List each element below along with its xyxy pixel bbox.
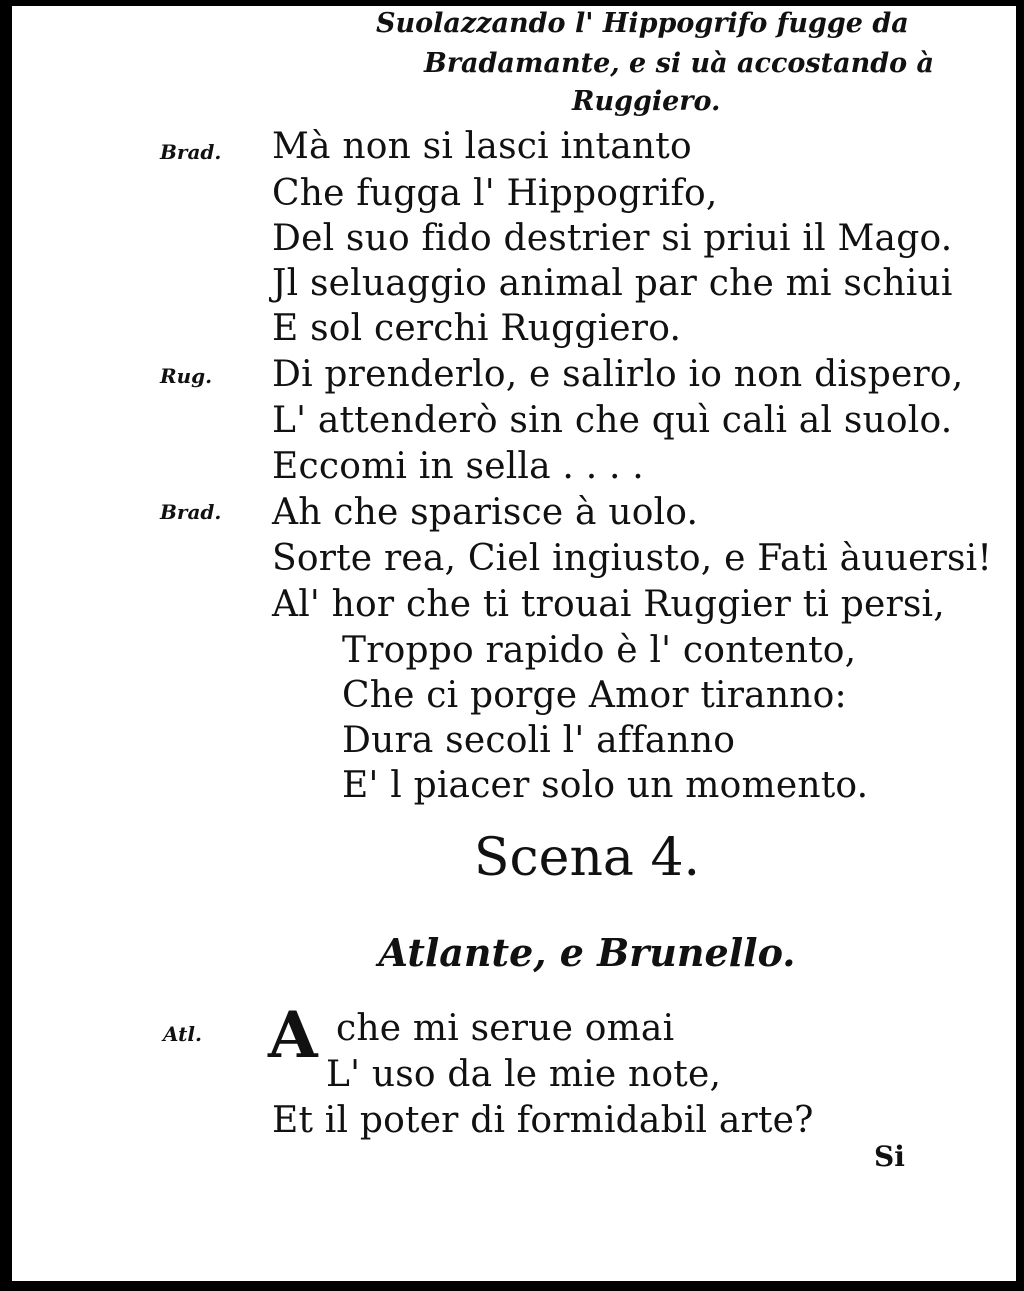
verse-line: Di prenderlo, e salirlo io non dispero, <box>272 354 964 395</box>
scene-characters: Atlante, e Brunello. <box>378 930 796 975</box>
stage-direction-line-3: Ruggiero. <box>572 86 721 117</box>
verse-line: Che fugga l' Hippogrifo, <box>272 173 718 214</box>
speaker-label-brad-2: Brad. <box>160 500 222 524</box>
verse-line: L' uso da le mie note, <box>326 1054 722 1095</box>
verse-line: Sorte rea, Ciel ingiusto, e Fati àuuersi! <box>272 538 993 579</box>
catchword: Si <box>874 1140 905 1173</box>
speaker-label-brad: Brad. <box>160 140 222 164</box>
verse-line: Al' hor che ti trouai Ruggier ti persi, <box>272 584 945 625</box>
stage-direction-line-2: Bradamante, e si uà accostando à <box>424 48 934 79</box>
drop-cap-initial: A <box>268 998 318 1073</box>
verse-line: E sol cerchi Ruggiero. <box>272 308 682 349</box>
verse-line: L' attenderò sin che quì cali al suolo. <box>272 400 953 441</box>
verse-line: Del suo fido destrier si priui il Mago. <box>272 218 953 259</box>
verse-line: Et il poter di formidabil arte? <box>272 1100 814 1141</box>
verse-line: che mi serue omai <box>336 1008 675 1049</box>
verse-line: Ah che sparisce à uolo. <box>272 492 699 533</box>
verse-line: Mà non si lasci intanto <box>272 126 692 167</box>
scene-title: Scena 4. <box>473 828 701 888</box>
verse-line: Eccomi in sella . . . . <box>272 446 644 487</box>
verse-line: Dura secoli l' affanno <box>342 720 736 761</box>
verse-line: Che ci porge Amor tiranno: <box>342 675 847 716</box>
speaker-label-rug: Rug. <box>160 364 213 388</box>
verse-line: E' l piacer solo un momento. <box>342 765 869 806</box>
speaker-label-atl: Atl. <box>163 1022 202 1046</box>
verse-line: Jl seluaggio animal par che mi schiui <box>272 263 953 304</box>
stage-direction-line-1: Suolazzando l' Hippogrifo fugge da <box>376 8 909 39</box>
verse-line: Troppo rapido è l' contento, <box>342 630 857 671</box>
